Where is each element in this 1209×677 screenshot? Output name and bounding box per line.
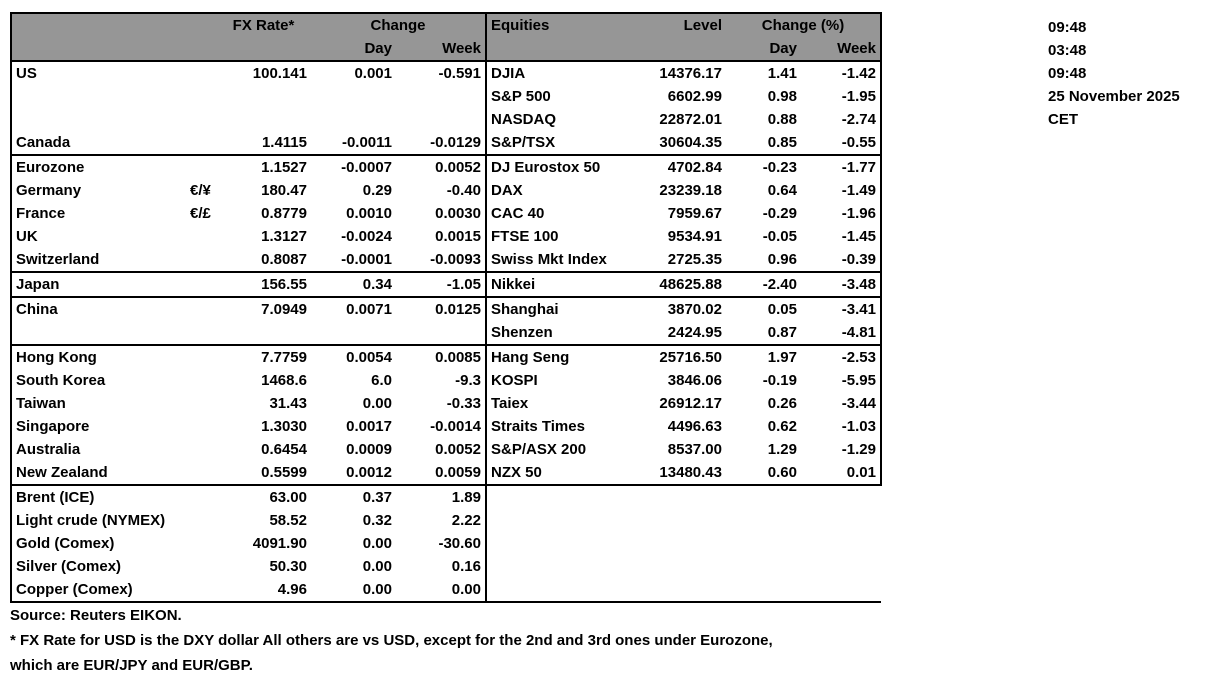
row-pair xyxy=(186,438,216,461)
row-fx-week: 1.89 xyxy=(451,489,481,506)
row-equity-level: 48625.88 xyxy=(621,272,726,297)
row-fx-day: 0.001 xyxy=(354,65,392,82)
header-row-2 xyxy=(11,37,881,61)
row-pair: €/¥ xyxy=(190,182,211,199)
row-name: US xyxy=(11,61,186,85)
row-fx-rate: 50.30 xyxy=(269,558,307,575)
row-fx-week: -0.0093 xyxy=(396,248,486,272)
row-name: Canada xyxy=(11,131,186,155)
row-equity-week: -1.03 xyxy=(801,415,881,438)
footnote-line: * FX Rate for USD is the DXY dollar All others are vs USD, except for the 2nd and 3rd ones under Eurozone, xyxy=(10,632,773,649)
row-fx-week xyxy=(396,321,486,345)
row-pair xyxy=(186,485,216,509)
row-equity-day: -2.40 xyxy=(726,272,801,297)
table-row xyxy=(11,555,881,578)
header-week: Week xyxy=(396,37,486,61)
row-fx-rate: 63.00 xyxy=(269,489,307,506)
row-fx-rate: 100.141 xyxy=(252,65,307,82)
row-equity-day: 1.41 xyxy=(767,65,797,82)
row-equity-day: 0.64 xyxy=(767,182,797,199)
row-equity-day: -0.29 xyxy=(762,205,797,222)
table-row xyxy=(11,321,881,345)
row-name: Australia xyxy=(11,438,186,461)
row-fx-day: 0.00 xyxy=(362,535,392,552)
row-fx-rate: 1468.6 xyxy=(261,372,307,389)
row-equity-name: DJ Eurostox 50 xyxy=(486,155,621,179)
row-fx-rate: 1.1527 xyxy=(261,159,307,176)
row-equity-name: Taiex xyxy=(486,392,621,415)
table-row xyxy=(11,248,881,272)
row-fx-day: 0.00 xyxy=(362,558,392,575)
clock-line: 09:48 xyxy=(1048,65,1087,82)
row-equity-name: NZX 50 xyxy=(486,461,621,485)
clock-line: 25 November 2025 xyxy=(1048,88,1180,105)
row-fx-rate: 1.3030 xyxy=(261,418,307,435)
row-fx-day: 0.0009 xyxy=(346,441,392,458)
row-fx-week: -30.60 xyxy=(438,535,481,552)
row-fx-day: -0.0011 xyxy=(311,131,396,155)
row-fx-rate xyxy=(216,321,311,345)
row-equity-name: Shanghai xyxy=(486,297,621,321)
row-fx-rate: 1.3127 xyxy=(261,228,307,245)
header-day: Day xyxy=(311,37,396,61)
row-equity-week: -0.39 xyxy=(801,248,881,272)
market-data-table xyxy=(10,12,882,603)
row-equity-level: 7959.67 xyxy=(667,205,722,222)
header-row-1 xyxy=(11,13,881,37)
row-equity-day: -0.19 xyxy=(762,372,797,389)
row-name: Eurozone xyxy=(11,155,186,179)
clock-line: 03:48 xyxy=(1048,42,1087,59)
row-pair xyxy=(186,321,216,345)
row-equity-level: 26912.17 xyxy=(659,395,722,412)
row-fx-day: 0.00 xyxy=(311,578,396,602)
row-fx-rate xyxy=(216,108,311,131)
row-name: New Zealand xyxy=(11,461,186,485)
header-blank-pair-2 xyxy=(186,37,216,61)
row-fx-rate: 180.47 xyxy=(261,182,307,199)
header-eq-day: Day xyxy=(726,37,801,61)
row-equity-level: 6602.99 xyxy=(667,88,722,105)
row-equity-week: -0.55 xyxy=(801,131,881,155)
row-equity-name: Straits Times xyxy=(486,415,621,438)
row-equity-week: 0.01 xyxy=(801,461,881,485)
row-fx-rate: 1.4115 xyxy=(216,131,311,155)
row-equity-level: 22872.01 xyxy=(659,111,722,128)
row-equity-level xyxy=(621,485,726,509)
row-equity-week xyxy=(801,555,881,578)
row-fx-week: -0.40 xyxy=(446,182,481,199)
row-equity-week xyxy=(801,578,881,602)
row-equity-day xyxy=(726,555,801,578)
row-equity-day xyxy=(726,532,801,555)
row-equity-name xyxy=(486,578,621,602)
row-name: Light crude (NYMEX) xyxy=(11,509,186,532)
table-row xyxy=(11,509,881,532)
row-name: Germany xyxy=(11,179,186,202)
header-change-pct: Change (%) xyxy=(726,13,881,37)
row-pair xyxy=(186,345,216,369)
row-equity-name: S&P 500 xyxy=(486,85,621,108)
row-equity-name xyxy=(486,555,621,578)
row-name xyxy=(11,321,186,345)
row-pair xyxy=(186,108,216,131)
header-level: Level xyxy=(621,13,726,37)
row-fx-week: -0.0014 xyxy=(430,418,481,435)
row-fx-week: 0.0052 xyxy=(435,441,481,458)
row-pair xyxy=(186,555,216,578)
row-pair xyxy=(186,297,216,321)
row-equity-level: 2424.95 xyxy=(621,321,726,345)
row-equity-name: S&P/TSX xyxy=(486,131,621,155)
table-row xyxy=(11,438,881,461)
row-pair xyxy=(186,85,216,108)
table-row xyxy=(11,485,881,509)
row-fx-day: 0.0012 xyxy=(311,461,396,485)
row-name: Switzerland xyxy=(11,248,186,272)
row-fx-day: 6.0 xyxy=(371,372,392,389)
row-equity-week xyxy=(801,532,881,555)
clock-line: 09:48 xyxy=(1048,19,1087,36)
row-equity-week: -1.77 xyxy=(801,155,881,179)
row-name: UK xyxy=(11,225,186,248)
row-equity-name xyxy=(486,485,621,509)
row-equity-name: DJIA xyxy=(486,61,621,85)
table-header xyxy=(11,13,881,61)
row-equity-level: 25716.50 xyxy=(659,349,722,366)
row-equity-day: 0.62 xyxy=(767,418,797,435)
row-equity-level: 9534.91 xyxy=(667,228,722,245)
row-pair xyxy=(186,155,216,179)
row-equity-day: 0.88 xyxy=(767,111,797,128)
row-fx-rate: 31.43 xyxy=(269,395,307,412)
row-name xyxy=(11,85,186,108)
row-equity-name xyxy=(486,509,621,532)
row-equity-level: 3870.02 xyxy=(667,301,722,318)
row-equity-week: -3.44 xyxy=(801,392,881,415)
row-fx-rate: 4.96 xyxy=(216,578,311,602)
row-name: Copper (Comex) xyxy=(11,578,186,602)
row-equity-level xyxy=(621,532,726,555)
table-body xyxy=(11,61,881,602)
row-equity-week: -2.74 xyxy=(801,108,881,131)
row-equity-name: Hang Seng xyxy=(486,345,621,369)
row-equity-day: 0.05 xyxy=(767,301,797,318)
row-equity-week: -1.42 xyxy=(801,61,881,85)
row-fx-week: 2.22 xyxy=(451,512,481,529)
header-fx-rate: FX Rate* xyxy=(216,13,311,37)
row-equity-day: 0.26 xyxy=(767,395,797,412)
row-equity-day: 0.98 xyxy=(767,88,797,105)
row-equity-week: -1.96 xyxy=(801,202,881,225)
table-row xyxy=(11,578,881,602)
row-equity-level: 8537.00 xyxy=(667,441,722,458)
row-fx-day: -0.0001 xyxy=(311,248,396,272)
row-equity-week: -1.49 xyxy=(801,179,881,202)
table-row xyxy=(11,297,881,321)
row-fx-rate: 0.8087 xyxy=(216,248,311,272)
header-equities-2 xyxy=(486,37,621,61)
table-row xyxy=(11,415,881,438)
row-fx-day: 0.0010 xyxy=(346,205,392,222)
table-row xyxy=(11,369,881,392)
row-name: Hong Kong xyxy=(11,345,186,369)
row-equity-name: NASDAQ xyxy=(486,108,621,131)
table-row xyxy=(11,108,881,131)
table-row xyxy=(11,272,881,297)
row-fx-week: 0.0085 xyxy=(435,349,481,366)
row-equity-day: 0.96 xyxy=(726,248,801,272)
table-row xyxy=(11,225,881,248)
header-level-2 xyxy=(621,37,726,61)
row-equity-week xyxy=(801,509,881,532)
row-pair xyxy=(186,461,216,485)
table-row xyxy=(11,461,881,485)
row-equity-name: Swiss Mkt Index xyxy=(486,248,621,272)
header-change: Change xyxy=(311,13,486,37)
row-name: China xyxy=(11,297,186,321)
row-equity-day: 0.60 xyxy=(726,461,801,485)
table-row xyxy=(11,131,881,155)
table-row xyxy=(11,61,881,85)
row-pair xyxy=(186,61,216,85)
row-equity-name: DAX xyxy=(486,179,621,202)
row-equity-level xyxy=(621,509,726,532)
row-equity-name: Shenzen xyxy=(486,321,621,345)
row-equity-day xyxy=(726,485,801,509)
row-pair xyxy=(186,415,216,438)
row-fx-rate: 4091.90 xyxy=(252,535,307,552)
row-equity-level xyxy=(621,578,726,602)
row-equity-level: 2725.35 xyxy=(621,248,726,272)
row-fx-week: -1.05 xyxy=(396,272,486,297)
row-fx-day: 0.34 xyxy=(311,272,396,297)
header-blank-rate-2 xyxy=(216,37,311,61)
row-equity-level: 14376.17 xyxy=(659,65,722,82)
row-pair xyxy=(186,509,216,532)
row-equity-week: -5.95 xyxy=(801,369,881,392)
table-row xyxy=(11,532,881,555)
row-fx-day: 0.00 xyxy=(362,395,392,412)
row-equity-week xyxy=(801,485,881,509)
header-blank-pair xyxy=(186,13,216,37)
footnote-line: which are EUR/JPY and EUR/GBP. xyxy=(10,657,253,674)
row-equity-day xyxy=(726,578,801,602)
row-fx-week: 0.0059 xyxy=(396,461,486,485)
row-equity-week: -1.95 xyxy=(801,85,881,108)
row-fx-day: -0.0007 xyxy=(341,159,392,176)
row-equity-day xyxy=(726,509,801,532)
row-fx-day: 0.29 xyxy=(362,182,392,199)
row-equity-name: FTSE 100 xyxy=(486,225,621,248)
table-row xyxy=(11,179,881,202)
table-row xyxy=(11,345,881,369)
row-fx-day: -0.0024 xyxy=(341,228,392,245)
table-row xyxy=(11,155,881,179)
row-fx-rate: 58.52 xyxy=(269,512,307,529)
row-pair xyxy=(186,392,216,415)
row-name: Japan xyxy=(11,272,186,297)
row-fx-week: 0.0125 xyxy=(435,301,481,318)
row-equity-level xyxy=(621,555,726,578)
row-equity-week: -1.45 xyxy=(801,225,881,248)
row-pair xyxy=(186,532,216,555)
row-name: South Korea xyxy=(11,369,186,392)
row-equity-level: 30604.35 xyxy=(621,131,726,155)
row-equity-week: -1.29 xyxy=(801,438,881,461)
row-fx-week: -0.0129 xyxy=(396,131,486,155)
row-fx-rate: 0.5599 xyxy=(216,461,311,485)
header-blank xyxy=(11,13,186,37)
row-equity-day: 0.85 xyxy=(726,131,801,155)
footnote-line: Source: Reuters EIKON. xyxy=(10,607,182,624)
row-fx-week: 0.0052 xyxy=(435,159,481,176)
row-equity-week: -3.41 xyxy=(801,297,881,321)
row-equity-name: Nikkei xyxy=(486,272,621,297)
row-name: Singapore xyxy=(11,415,186,438)
row-equity-day: 0.87 xyxy=(726,321,801,345)
row-fx-day xyxy=(311,108,396,131)
table-row xyxy=(11,392,881,415)
row-equity-name xyxy=(486,532,621,555)
table-row xyxy=(11,85,881,108)
row-pair xyxy=(186,369,216,392)
row-equity-level: 23239.18 xyxy=(659,182,722,199)
row-equity-name: CAC 40 xyxy=(486,202,621,225)
clock-line: CET xyxy=(1048,111,1078,128)
row-fx-week xyxy=(396,108,486,131)
row-fx-rate xyxy=(216,85,311,108)
row-equity-week: -4.81 xyxy=(801,321,881,345)
row-fx-week: 0.0030 xyxy=(435,205,481,222)
row-fx-rate: 0.8779 xyxy=(261,205,307,222)
header-eq-week: Week xyxy=(801,37,881,61)
row-equity-week: -2.53 xyxy=(801,345,881,369)
row-fx-week: 0.16 xyxy=(451,558,481,575)
row-fx-rate: 156.55 xyxy=(216,272,311,297)
row-equity-day: -0.05 xyxy=(762,228,797,245)
row-name: France xyxy=(11,202,186,225)
row-pair xyxy=(186,225,216,248)
row-equity-name: KOSPI xyxy=(486,369,621,392)
row-fx-rate: 7.0949 xyxy=(261,301,307,318)
table-row xyxy=(11,202,881,225)
header-blank-2 xyxy=(11,37,186,61)
row-fx-week: 0.0015 xyxy=(435,228,481,245)
row-pair xyxy=(186,578,216,602)
row-fx-week: -0.33 xyxy=(446,395,481,412)
row-pair xyxy=(186,248,216,272)
row-equity-day: 1.97 xyxy=(767,349,797,366)
row-fx-week xyxy=(396,85,486,108)
row-equity-level: 13480.43 xyxy=(621,461,726,485)
row-fx-day: 0.37 xyxy=(362,489,392,506)
header-equities: Equities xyxy=(486,13,621,37)
row-name: Brent (ICE) xyxy=(11,485,186,509)
row-fx-day: 0.0017 xyxy=(346,418,392,435)
row-name xyxy=(11,108,186,131)
row-fx-week: -9.3 xyxy=(455,372,481,389)
row-pair: €/£ xyxy=(190,205,211,222)
row-fx-day: 0.0054 xyxy=(346,349,392,366)
row-equity-week: -3.48 xyxy=(801,272,881,297)
row-fx-rate: 0.6454 xyxy=(261,441,307,458)
row-equity-day: -0.23 xyxy=(762,159,797,176)
row-fx-day: 0.32 xyxy=(362,512,392,529)
row-fx-day xyxy=(311,321,396,345)
row-pair xyxy=(186,131,216,155)
row-equity-name: S&P/ASX 200 xyxy=(486,438,621,461)
row-equity-day: 1.29 xyxy=(767,441,797,458)
row-equity-level: 4496.63 xyxy=(667,418,722,435)
row-name: Taiwan xyxy=(11,392,186,415)
row-equity-level: 3846.06 xyxy=(667,372,722,389)
row-name: Silver (Comex) xyxy=(11,555,186,578)
row-equity-level: 4702.84 xyxy=(667,159,722,176)
row-fx-rate: 7.7759 xyxy=(261,349,307,366)
row-fx-day xyxy=(311,85,396,108)
row-fx-week: 0.00 xyxy=(396,578,486,602)
row-fx-day: 0.0071 xyxy=(346,301,392,318)
row-fx-week: -0.591 xyxy=(438,65,481,82)
row-name: Gold (Comex) xyxy=(11,532,186,555)
row-pair xyxy=(186,272,216,297)
